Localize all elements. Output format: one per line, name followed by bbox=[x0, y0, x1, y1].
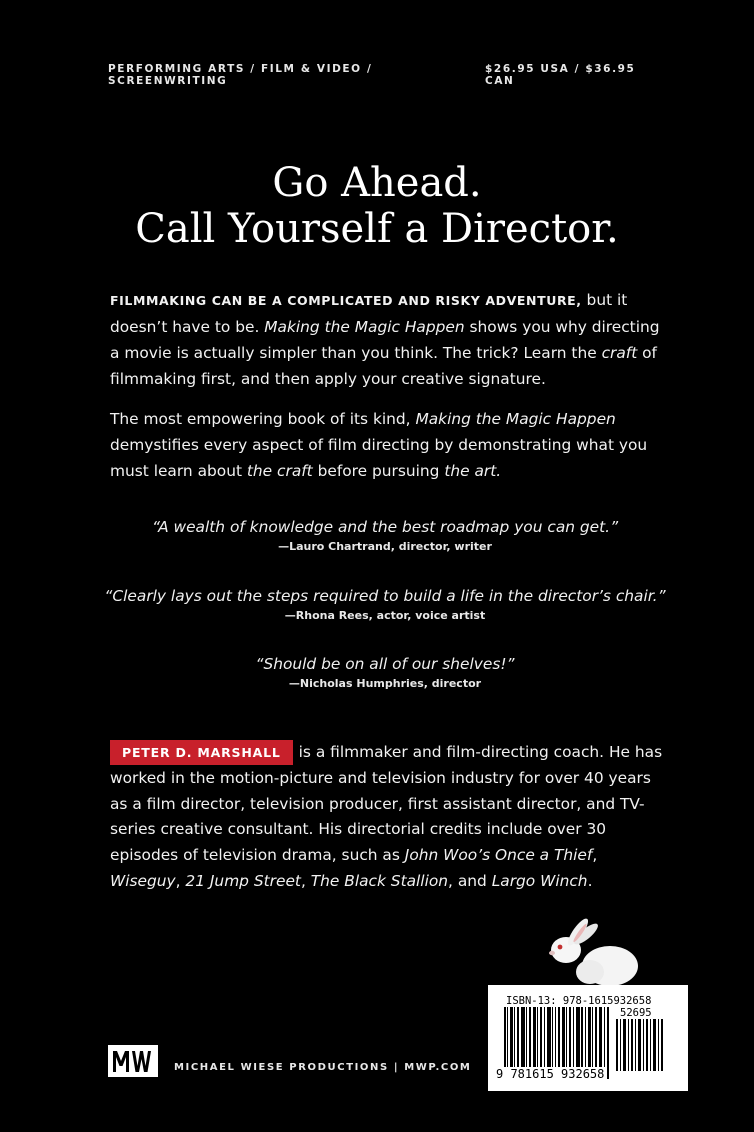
price-barcode-bars bbox=[616, 1019, 666, 1071]
headline-line-2: Call Yourself a Director. bbox=[135, 206, 619, 252]
desc-text-1: The most empowering book of its kind, bbox=[110, 410, 416, 428]
headline-line-1: Go Ahead. bbox=[272, 160, 482, 206]
testimonial-quote: “Clearly lays out the steps required to build a life in the director’s chair.” bbox=[104, 587, 666, 605]
intro-text-1: but it doesn’t have to be. bbox=[110, 291, 628, 336]
credit-title: Largo Winch bbox=[491, 871, 588, 890]
isbn-digits: 9 781615 932658 bbox=[496, 1067, 605, 1081]
intro-text-3: of filmmaking first, and then apply your creative signature. bbox=[110, 344, 657, 388]
separator: , and bbox=[448, 871, 492, 890]
testimonial-quote: “Should be on all of our shelves!” bbox=[255, 655, 515, 673]
author-bio bbox=[110, 740, 670, 895]
subject-categories: PERFORMING ARTS / FILM & VIDEO / SCREENWRITING bbox=[108, 63, 373, 87]
desc-text-3: before pursuing bbox=[312, 462, 445, 480]
publisher-line: MICHAEL WIESE PRODUCTIONS | MWP.COM bbox=[174, 1062, 472, 1073]
credit-title: Wiseguy bbox=[110, 871, 176, 890]
author-name-badge: PETER D. MARSHALL bbox=[110, 740, 293, 765]
separator: , bbox=[175, 871, 186, 890]
credit-title: 21 Jump Street bbox=[185, 871, 301, 890]
white-rabbit-image bbox=[540, 914, 640, 988]
desc-the-art: the art. bbox=[444, 462, 502, 480]
testimonial-attribution: —Rhona Rees, actor, voice artist bbox=[284, 609, 486, 622]
top-category-line bbox=[108, 63, 654, 87]
intro-lead: FILMMAKING CAN BE A COMPLICATED AND RISKY ADVENTURE, bbox=[110, 293, 582, 308]
period: . bbox=[587, 871, 593, 890]
bio-text: is a filmmaker and film-directing coach. He has worked in the motion-picture and television industry for over 40 years as a film director, television producer, first assistant director, and TV-series creative consultant. His directorial credits include over 30 episodes of television drama, such as bbox=[110, 743, 663, 865]
testimonial-quote: “A wealth of knowledge and the best roadmap you can get.” bbox=[151, 518, 619, 536]
desc-book-title: Making the Magic Happen bbox=[415, 410, 616, 428]
price-code: 52695 bbox=[620, 1007, 652, 1019]
isbn-label: ISBN-13: 978-1615932658 bbox=[506, 995, 652, 1007]
testimonial bbox=[0, 655, 754, 690]
intro-paragraph bbox=[110, 287, 670, 392]
testimonial bbox=[0, 518, 754, 553]
description-paragraph bbox=[110, 406, 670, 484]
mwp-logo bbox=[108, 1045, 158, 1077]
price-label: $26.95 USA / $36.95 CAN bbox=[485, 63, 636, 87]
testimonial bbox=[0, 587, 754, 622]
credit-title: John Woo’s Once a Thief bbox=[404, 846, 593, 865]
isbn-barcode bbox=[488, 985, 688, 1091]
separator: , bbox=[300, 871, 311, 890]
intro-text-2: shows you why directing a movie is actually simpler than you think. The trick? Learn the bbox=[110, 318, 660, 362]
credit-title: The Black Stallion bbox=[310, 871, 449, 890]
headline bbox=[0, 160, 754, 252]
separator: , bbox=[592, 846, 598, 865]
desc-text-2: demystifies every aspect of film directing by demonstrating what you must learn about bbox=[110, 436, 648, 480]
testimonial-attribution: —Lauro Chartrand, director, writer bbox=[278, 540, 492, 553]
testimonial-attribution: —Nicholas Humphries, director bbox=[288, 677, 482, 690]
desc-the-craft: the craft bbox=[246, 462, 313, 480]
intro-craft: craft bbox=[601, 344, 638, 362]
intro-book-title: Making the Magic Happen bbox=[264, 318, 465, 336]
